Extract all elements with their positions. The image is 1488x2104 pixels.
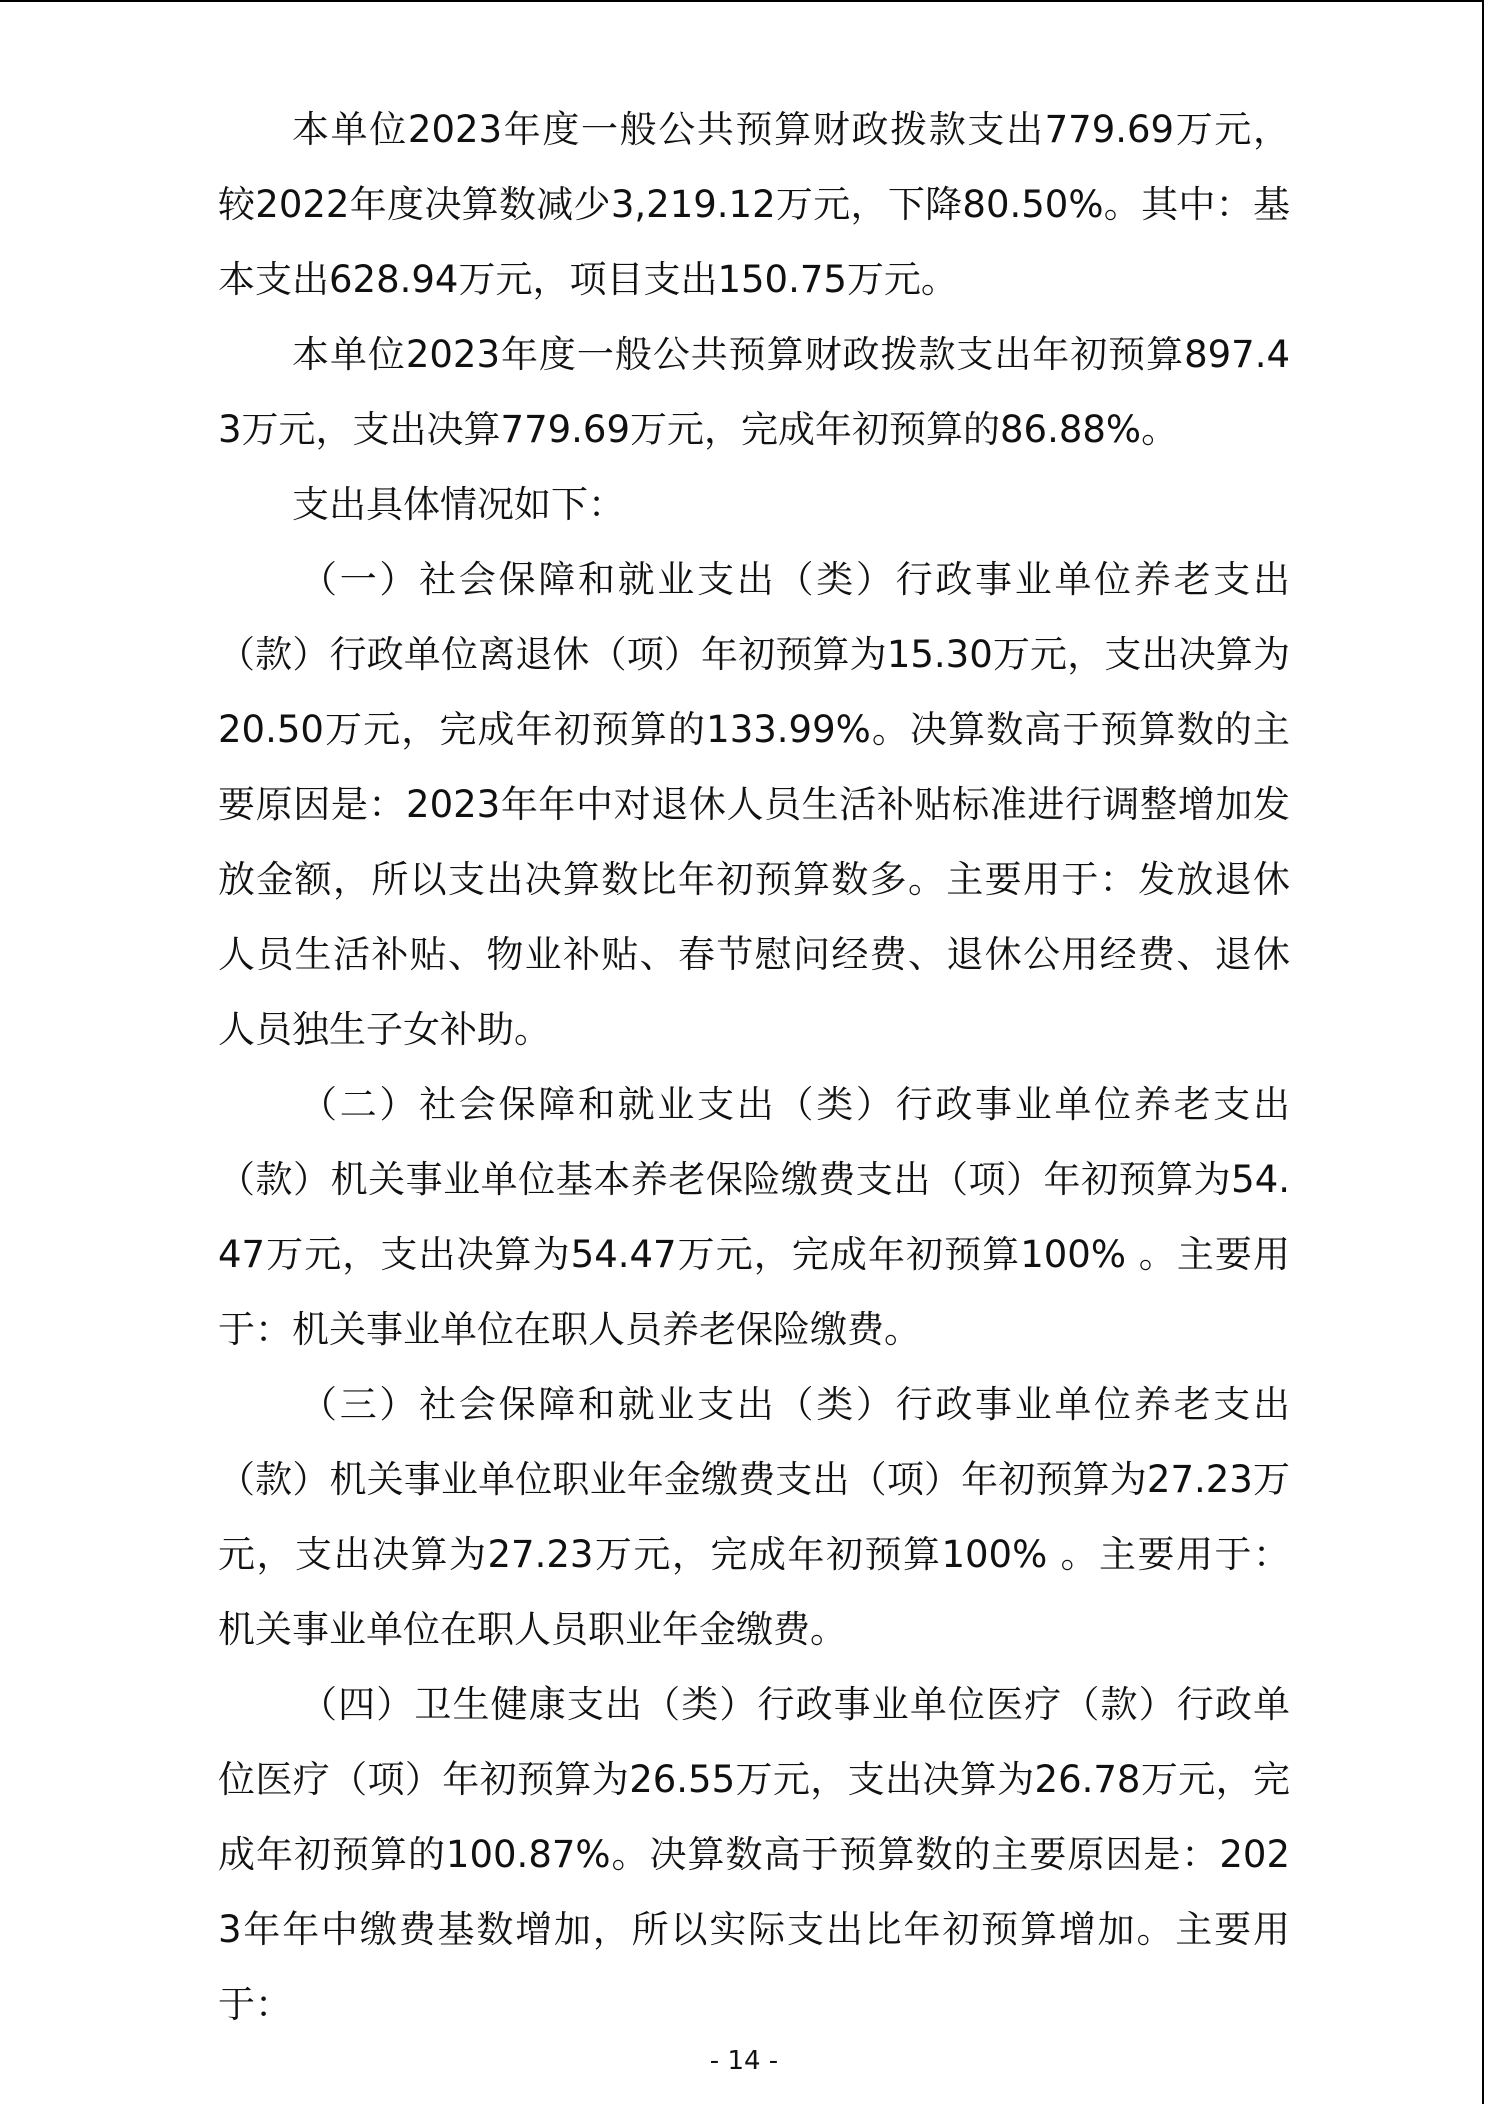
paragraph-item-1-retirement: （一）社会保障和就业支出（类）行政事业单位养老支出（款）行政单位离退休（项）年初预算为15.30万元，支出决算为20.50万元，完成年初预算的133.99%。决算数高于预算数的主要原因是：2023年年中对退休人员生活补贴标准进行调整增加发放金额，所以支出决算数比年初预算数多。主要用于：发放退休人员生活补贴、物业补贴、春节慰问经费、退休公用经费、退休人员独生子女补助。 [218,558,1290,1051]
page-number: - 14 - [709,2046,779,2076]
paragraph-expenditure-summary: 本单位2023年度一般公共预算财政拨款支出779.69万元，较2022年度决算数减少3,219.12万元，下降80.50%。其中：基本支出628.94万元，项目支出150.75万元。 [218,108,1290,301]
paragraph-item-2-pension-insurance: （二）社会保障和就业支出（类）行政事业单位养老支出（款）机关事业单位基本养老保险缴费支出（项）年初预算为54.47万元，支出决算为54.47万元，完成年初预算100% 。主要用于：机关事业单位在职人员养老保险缴费。 [218,1083,1290,1351]
document-body [218,92,1290,2042]
paragraph-item-4-medical: （四）卫生健康支出（类）行政事业单位医疗（款）行政单位医疗（项）年初预算为26.55万元，支出决算为26.78万元，完成年初预算的100.87%。决算数高于预算数的主要原因是：2023年年中缴费基数增加，所以实际支出比年初预算增加。主要用于： [218,1683,1290,2026]
paragraph-budget-completion: 本单位2023年度一般公共预算财政拨款支出年初预算897.43万元，支出决算779.69万元，完成年初预算的86.88%。 [218,333,1290,451]
paragraph-details-intro: 支出具体情况如下： [292,483,625,526]
paragraph-item-3-occupational-annuity: （三）社会保障和就业支出（类）行政事业单位养老支出（款）机关事业单位职业年金缴费支出（项）年初预算为27.23万元，支出决算为27.23万元，完成年初预算100% 。主要用于：机关事业单位在职人员职业年金缴费。 [218,1383,1290,1651]
